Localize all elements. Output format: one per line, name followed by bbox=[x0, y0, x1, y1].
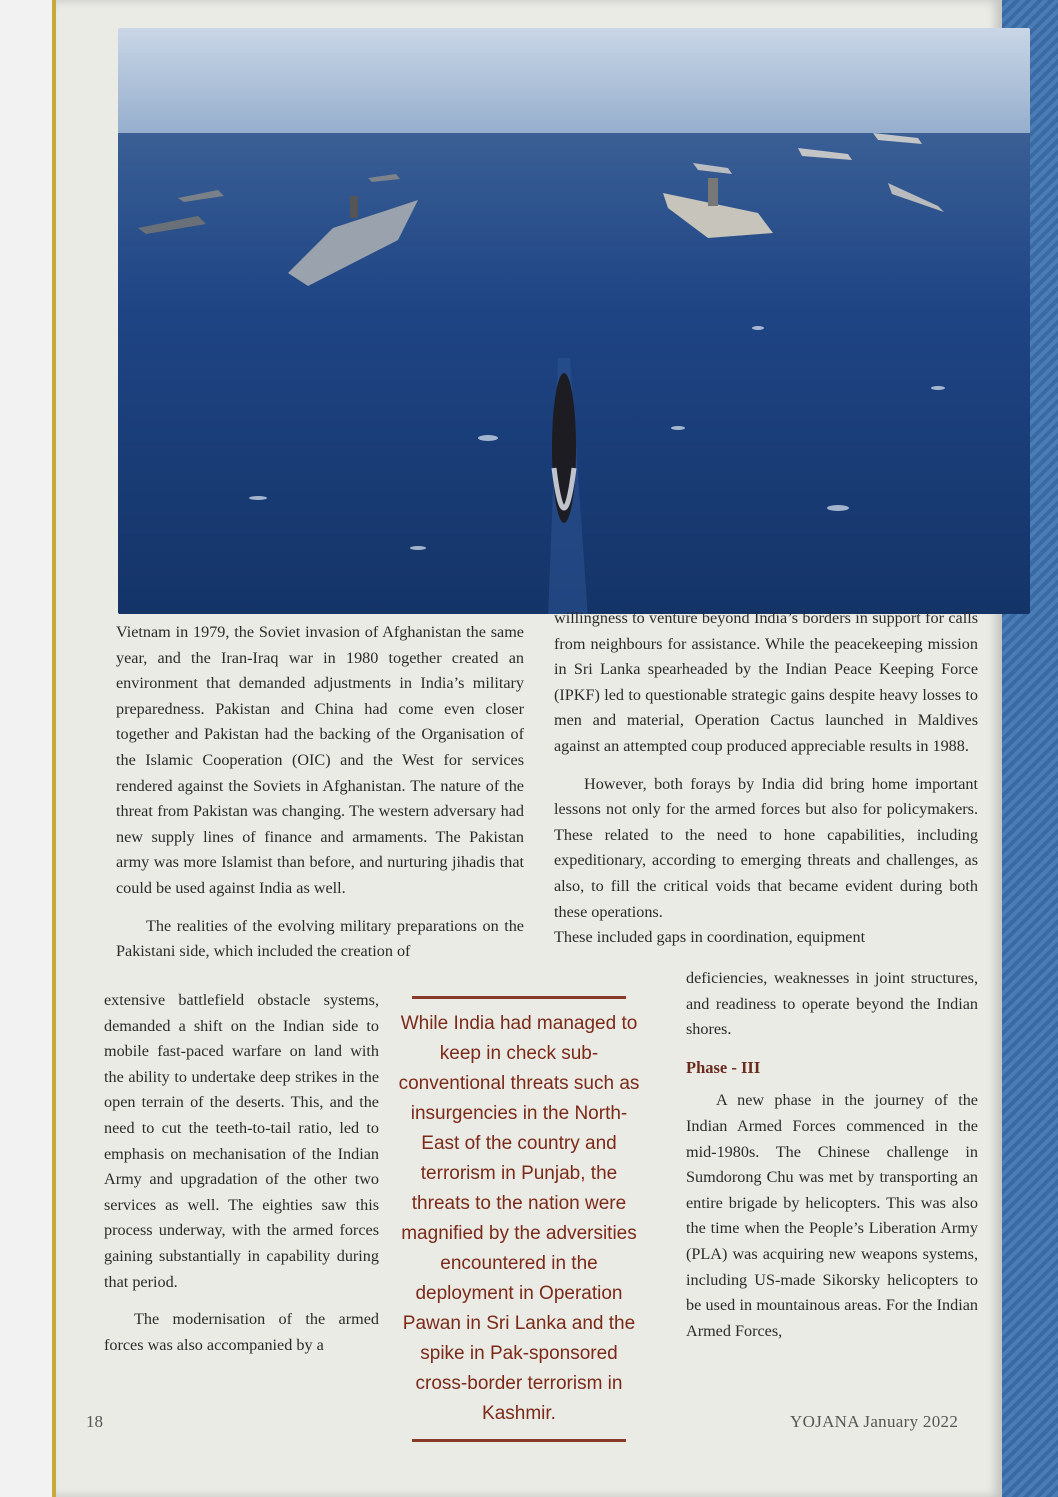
column-1 bbox=[116, 620, 524, 965]
paragraph-1: Vietnam in 1979, the Soviet invasion of Afghanistan the same year, and the Iran-Iraq war in 1980 together created an environment that demanded adjustments in India’s military preparedness. Pakistan and China had come even closer together and Pakistan had the backing of the Organisation of the Islamic Cooperation (OIC) and the West for services rendered against the Soviets in Afghanistan. The nature of the threat from Pakistan was changing. The western adversary had new supply lines of finance and armaments. The Pakistan army was more Islamist than before, and nurturing jihadis that could be used against India as well. bbox=[116, 623, 524, 897]
paragraph-7: A new phase in the journey of the Indian Armed Forces commenced in the mid-1980s. The Chinese challenge in Sumdorong Chu was met by transporting an entire brigade by helicopters. This was also the time when the People’s Liberation Army (PLA) was acquiring new weapons systems, including US-made Sikorsky helicopters to be used in mountainous areas. For the Indian Armed Forces, bbox=[686, 1091, 978, 1340]
pull-quote-top-rule bbox=[412, 996, 626, 999]
naval-fleet-photo bbox=[118, 28, 1030, 614]
book-spine bbox=[0, 0, 56, 1497]
section-heading: Phase - III bbox=[686, 1057, 761, 1077]
pull-quote bbox=[396, 996, 642, 1442]
naval-fleet-illustration bbox=[118, 28, 1030, 614]
page-number: 18 bbox=[86, 1412, 103, 1431]
running-footer: YOJANA January 2022 bbox=[790, 1412, 959, 1431]
paragraph-4: willingness to venture beyond India’s borders in support for calls from neighbours for assistance. While the peacekeeping mission in Sri Lanka spearheaded by the Indian Peace Keeping Force (IPKF) led to questionable strategic gains despite heavy losses to men and material, Operation Cactus launched in Maldives against an attempted coup produced appreciable results in 1988. bbox=[554, 609, 978, 755]
column-1-lower bbox=[104, 988, 379, 1358]
paragraph-3: The modernisation of the armed forces was also accompanied by a bbox=[104, 1310, 379, 1354]
paragraph-2-rest: extensive battlefield obstacle systems, demanded a shift on the Indian side to mobile fast-paced warfare on land with the ability to undertake deep strikes in the open terrain of the deserts. This, and the need to cut the teeth-to-tail ratio, led to emphasis on mechanisation of the Indian Army and upgradation of the other two services as well. The eighties saw this process underway, with the armed forces gaining substantially in capability during that period. bbox=[104, 991, 379, 1291]
pull-quote-text: While India had managed to keep in check sub-conventional threats such as insurgencies in the North-East of the country and terrorism in Punjab, the threats to the nation were magnified by the adversities encountered in the deployment in Operation Pawan in Sri Lanka and the spike in Pak-sponsored cross-border terrorism in Kashmir. bbox=[398, 1013, 640, 1424]
magazine-page bbox=[56, 0, 1002, 1497]
column-3 bbox=[686, 966, 978, 1344]
paragraph-5-tail: These included gaps in coordination, equipment bbox=[554, 928, 866, 947]
paragraph-5: However, both forays by India did bring home important lessons not only for the armed forces but also for policymakers. These related to the need to hone capabilities, including expeditionary, according to emerging threats and challenges, as also, to fill the critical voids that became evident during both these operations. bbox=[554, 774, 978, 921]
submarine bbox=[552, 373, 576, 523]
paragraph-6: deficiencies, weaknesses in joint structures, and readiness to operate beyond the Indian shores. bbox=[686, 969, 978, 1039]
column-2 bbox=[554, 606, 978, 951]
pull-quote-bottom-rule bbox=[412, 1439, 626, 1442]
paragraph-2-lead: The realities of the evolving military preparations on the Pakistani side, which included the creation of bbox=[116, 916, 524, 961]
